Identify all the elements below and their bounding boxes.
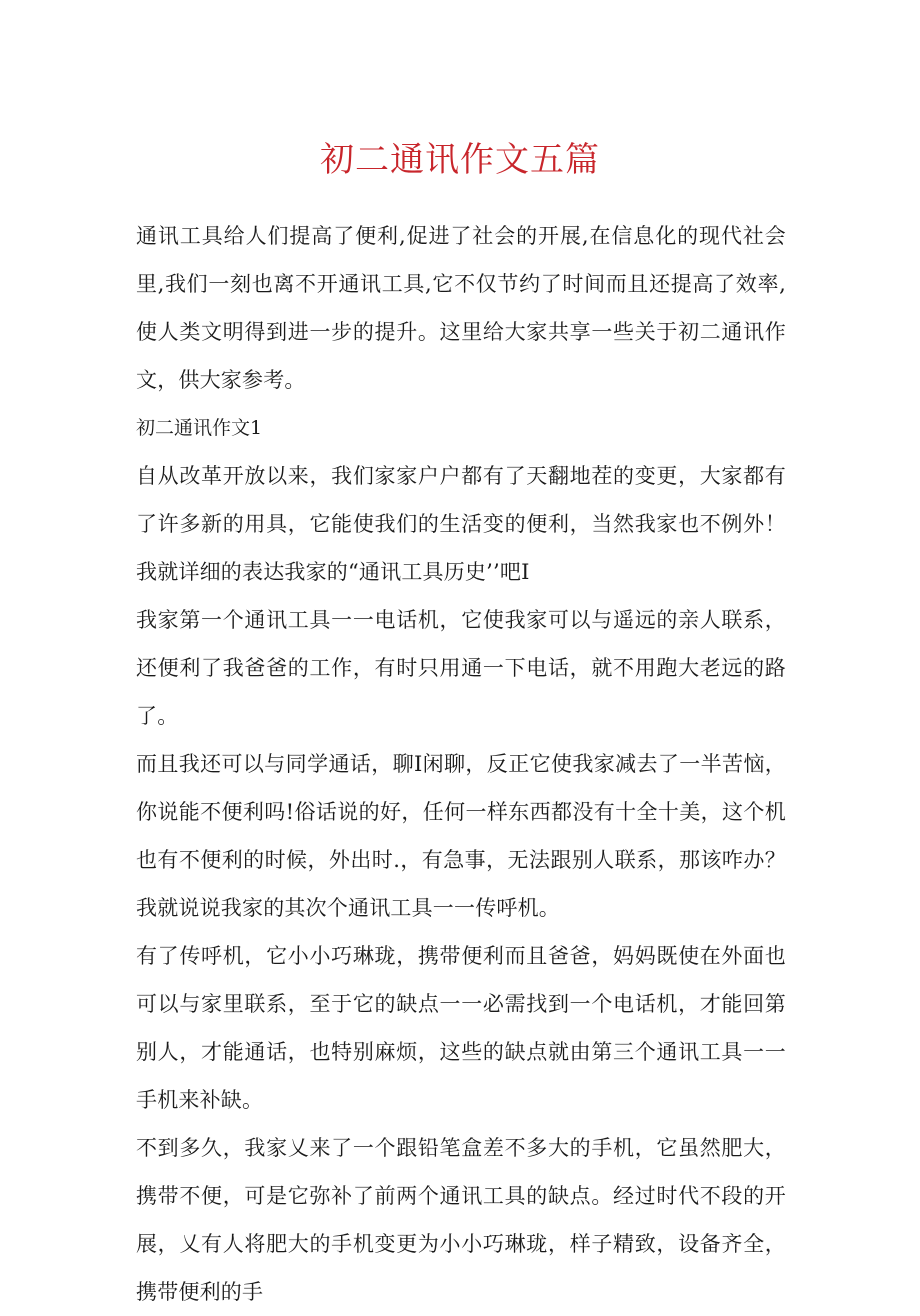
- document-body: [136, 212, 786, 1316]
- body-paragraph: 我家第一个通讯工具一一电话机，它使我家可以与遥远的亲人联系，还便利了我爸爸的工作，有时只用通一下电话，就不用跑大老远的路了。: [136, 608, 786, 728]
- section-heading: 初二通讯作文1: [136, 417, 263, 439]
- intro-paragraph: 通讯工具给人们提高了便利,促进了社会的开展,在信息化的现代社会里,我们一刻也离不开通讯工具,它不仅节约了时间而且还提高了效率,使人类文明得到进一步的提升。这里给大家共享一些关于初二通讯作文，供大家参考。: [136, 224, 786, 392]
- body-paragraph: 不到多久，我家乂来了一个跟铅笔盒差不多大的手机，它虽然肥大，携带不便，可是它弥补了前两个通讯工具的缺点。经过时代不段的开展，乂有人将肥大的手机变更为小小巧琳珑，样子精致，设备齐全，携带便利的手: [136, 1136, 786, 1304]
- body-paragraph: 有了传呼机，它小小巧琳珑，携带便利而且爸爸，妈妈既使在外面也可以与家里联系，至于它的缺点一一必需找到一个电话机，才能回第别人，才能通话，也特别麻烦，这些的缺点就由第三个通讯工具一一手机来补缺。: [136, 944, 786, 1112]
- document-title: 初二通讯作文五篇: [320, 140, 600, 180]
- body-paragraph: 自从改革开放以来，我们家家户户都有了天翻地茬的变更，大家都有了许多新的用具，它能使我们的生活变的便利，当然我家也不例外！我就详细的表达我家的“通讯工具历史’’吧I: [136, 464, 786, 584]
- body-paragraph: 而且我还可以与同学通话，聊I闲聊，反正它使我家减去了一半苦恼，你说能不便利吗!俗话说的好，任何一样东西都没有十全十美，这个机也有不便利的时候，外出时.，有急事，无法跟别人联系，那该咋办？我就说说我家的其次个通讯工具一一传呼机。: [136, 752, 786, 920]
